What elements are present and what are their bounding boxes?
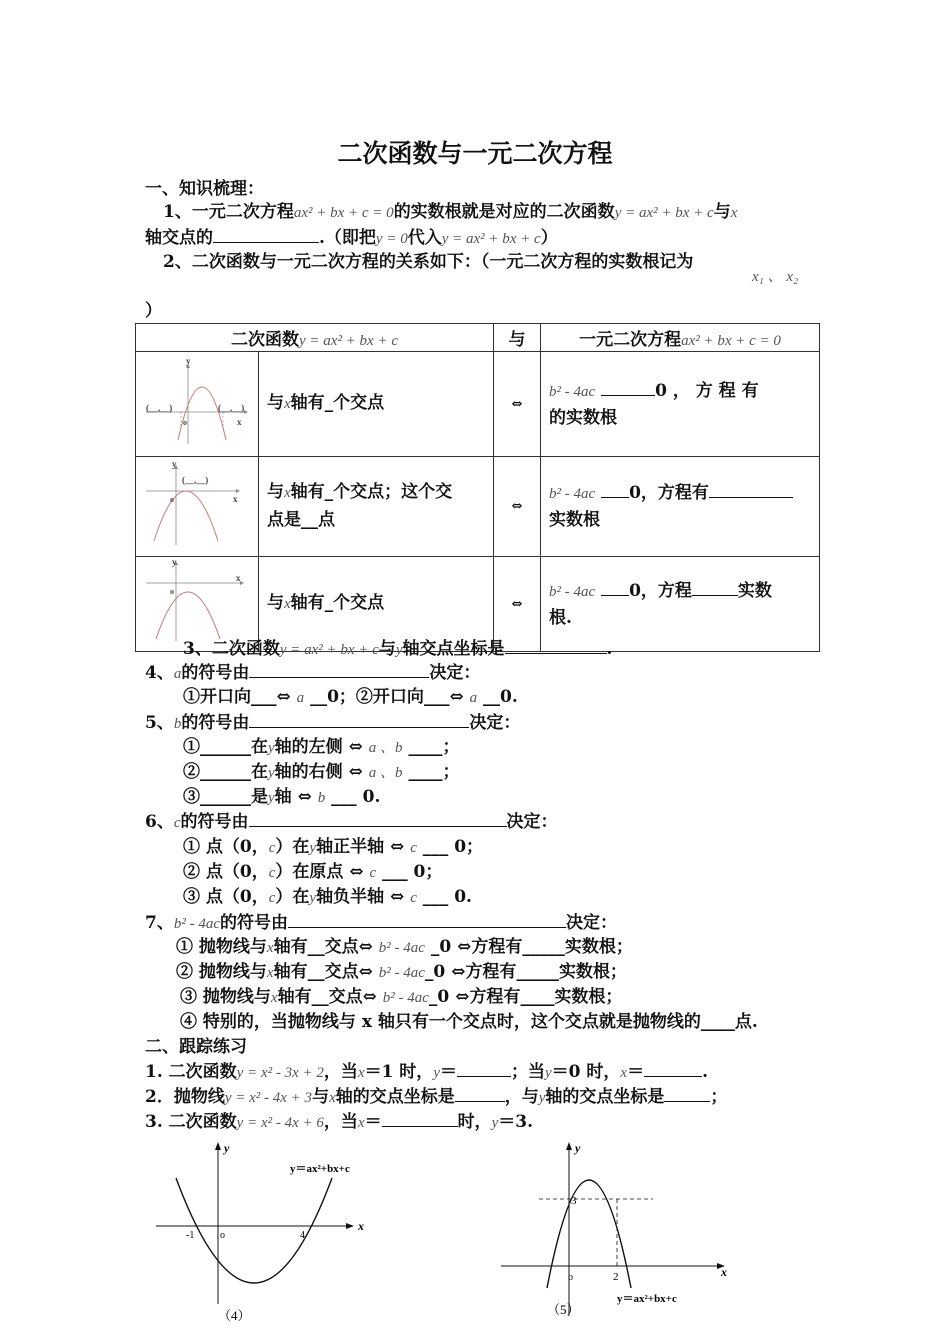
relation-table: [135, 323, 820, 652]
fig4-caption: （4）: [218, 1308, 251, 1323]
question1: 1. 二次函数y = x² - 3x + 2，当x＝1 时，y＝ ；当y＝0 时，x＝ .: [145, 1062, 708, 1082]
graph-y-label: y: [172, 557, 177, 567]
fig5-origin: o: [568, 1272, 573, 1283]
graph-y-label: y: [186, 356, 191, 366]
item5-sub2: ②______在y轴的右侧 ⇔ a 、b ____；: [183, 762, 460, 782]
question3: 3. 二次函数y = x² - 4x + 6，当x＝ 时，y＝3.: [145, 1112, 533, 1132]
answer-blank[interactable]: [692, 581, 738, 596]
row1-equation: b² - 4ac 0 ， 方 程 有 的实数根: [541, 352, 820, 457]
answer-blank[interactable]: [288, 911, 566, 928]
row2-equation: b² - 4ac 0，方程有 实数根: [541, 457, 820, 557]
fig4-equation-label: y＝ax²+bx+c: [290, 1163, 350, 1175]
answer-blank[interactable]: [382, 1110, 458, 1127]
graph-x-label: x: [233, 494, 238, 504]
item7-sub3: ③ 抛物线与x轴有__交点⇔ b² - 4ac_0 ⇔方程有____实数根；: [180, 987, 623, 1007]
paren-close: ）: [145, 301, 162, 321]
fig4-origin: o: [220, 1230, 225, 1241]
item4-sub: ①开口向___⇔ a __0；②开口向___⇔ a __0.: [183, 687, 518, 707]
graph-two-roots: [136, 352, 259, 457]
item5-sub3: ③______是y轴 ⇔ b ___ 0.: [183, 787, 381, 807]
item7-sub2: ② 抛物线与x轴有__交点⇔ b² - 4ac_0 ⇔方程有_____实数根；: [176, 962, 627, 982]
table-header-equation: 一元二次方程ax² + bx + c = 0: [541, 324, 820, 352]
fig5-y-label: y: [575, 1141, 581, 1155]
answer-blank[interactable]: [601, 483, 629, 498]
answer-blank[interactable]: [709, 483, 793, 498]
fig4-x-label: x: [358, 1219, 364, 1233]
item7-sub1: ① 抛物线与x轴有__交点⇔ b² - 4ac _0 ⇔方程有_____实数根；: [176, 937, 633, 957]
item3-line: 3、二次函数y = ax² + bx + c与y轴交点坐标是 .: [183, 639, 613, 659]
fig5-tick-2: 2: [613, 1271, 619, 1283]
item5-line: 5、b的符号由 决定：: [145, 713, 521, 733]
fig4-tick-neg1: -1: [186, 1230, 195, 1241]
figure-5-downward-parabola: [495, 1138, 740, 1324]
parabola-no-intersection-graph: [136, 557, 258, 646]
page-title: 二次函数与一元二次方程: [337, 139, 613, 168]
graph-point-left: (__,__): [146, 403, 173, 413]
question2: 2．抛物线y = x² - 4x + 3与x轴的交点坐标是 ，与y轴的交点坐标是 ；: [145, 1087, 728, 1107]
graph-origin-label: o: [170, 587, 174, 596]
fig5-tick-3: 3: [571, 1195, 577, 1207]
graph-origin-label: o: [170, 495, 174, 504]
row1-description: 与x轴有_个交点: [259, 352, 494, 457]
row2-description: 与x轴有_个交点；这个交 点是__点: [259, 457, 494, 557]
parabola-two-intersections-graph: [136, 352, 258, 451]
iff-symbol: ⇔: [494, 457, 541, 557]
answer-blank[interactable]: [505, 637, 607, 654]
item6-sub3: ③ 点（0，c）在y轴负半轴 ⇔ c ___ 0.: [183, 887, 472, 907]
fig5-caption: （5）: [547, 1302, 580, 1317]
fig4-tick-4: 4: [300, 1230, 305, 1241]
fig4-y-label: y: [224, 1141, 230, 1155]
roots-notation: x₁ 、 x₂: [752, 269, 799, 285]
item6-sub1: ① 点（0，c）在y轴正半轴 ⇔ c ___ 0；: [183, 837, 484, 857]
graph-point-right: (__,__): [218, 403, 245, 413]
answer-blank[interactable]: [249, 810, 507, 827]
graph-origin-label: o: [183, 418, 187, 427]
answer-blank[interactable]: [457, 1060, 511, 1077]
graph-x-label: x: [237, 417, 242, 427]
row3-description: 与x轴有_个交点: [259, 557, 494, 652]
iff-symbol: ⇔: [494, 557, 541, 652]
table-header-function: 二次函数y = ax² + bx + c: [136, 324, 494, 352]
row3-equation: b² - 4ac 0，方程 实数 根.: [541, 557, 820, 652]
item7-line: 7、b² - 4ac的符号由 决定：: [145, 913, 617, 933]
graph-one-root: [136, 457, 259, 557]
answer-blank[interactable]: [249, 661, 429, 678]
item7-sub4: ④ 特别的，当抛物线与 x 轴只有一个交点时，这个交点就是抛物线的____点.: [180, 1012, 758, 1032]
item5-sub1: ①______在y轴的左侧 ⇔ a 、b ____；: [183, 737, 460, 757]
item2-line: 2、二次函数与一元二次方程的关系如下：（一元二次方程的实数根记为: [163, 252, 694, 272]
item6-sub2: ② 点（0，c）在原点 ⇔ c ___ 0；: [183, 862, 443, 882]
figure-4-upward-parabola: [150, 1138, 390, 1324]
item1-line2: 轴交点的 .（即把y = 0代入y = ax² + bx + c）: [145, 228, 558, 248]
graph-x-label: x: [236, 573, 241, 583]
answer-blank[interactable]: [455, 1085, 505, 1102]
fig5-x-label: x: [721, 1265, 727, 1279]
parabola-tangent-graph: [136, 457, 258, 551]
answer-blank[interactable]: [601, 381, 655, 396]
answer-blank[interactable]: [249, 711, 469, 728]
item1-line1: 1、一元二次方程ax² + bx + c = 0的实数根就是对应的二次函数y = ax² + bx + c与x: [163, 202, 738, 222]
fig5-equation-label: y＝ax²+bx+c: [617, 1293, 677, 1305]
item6-line: 6、c的符号由 决定：: [145, 812, 558, 832]
answer-blank[interactable]: [644, 1060, 702, 1077]
graph-point-vertex: (__,__): [182, 475, 209, 485]
table-header-and: 与: [494, 324, 541, 352]
section2-heading: 二、跟踪练习: [145, 1037, 247, 1057]
graph-y-label: y: [172, 459, 177, 469]
iff-symbol: ⇔: [494, 352, 541, 457]
answer-blank[interactable]: [664, 1085, 710, 1102]
answer-blank[interactable]: [213, 226, 319, 243]
section1-heading: 一、知识梳理：: [145, 179, 264, 199]
answer-blank[interactable]: [601, 581, 629, 596]
item4-line: 4、a的符号由 决定：: [145, 663, 481, 683]
